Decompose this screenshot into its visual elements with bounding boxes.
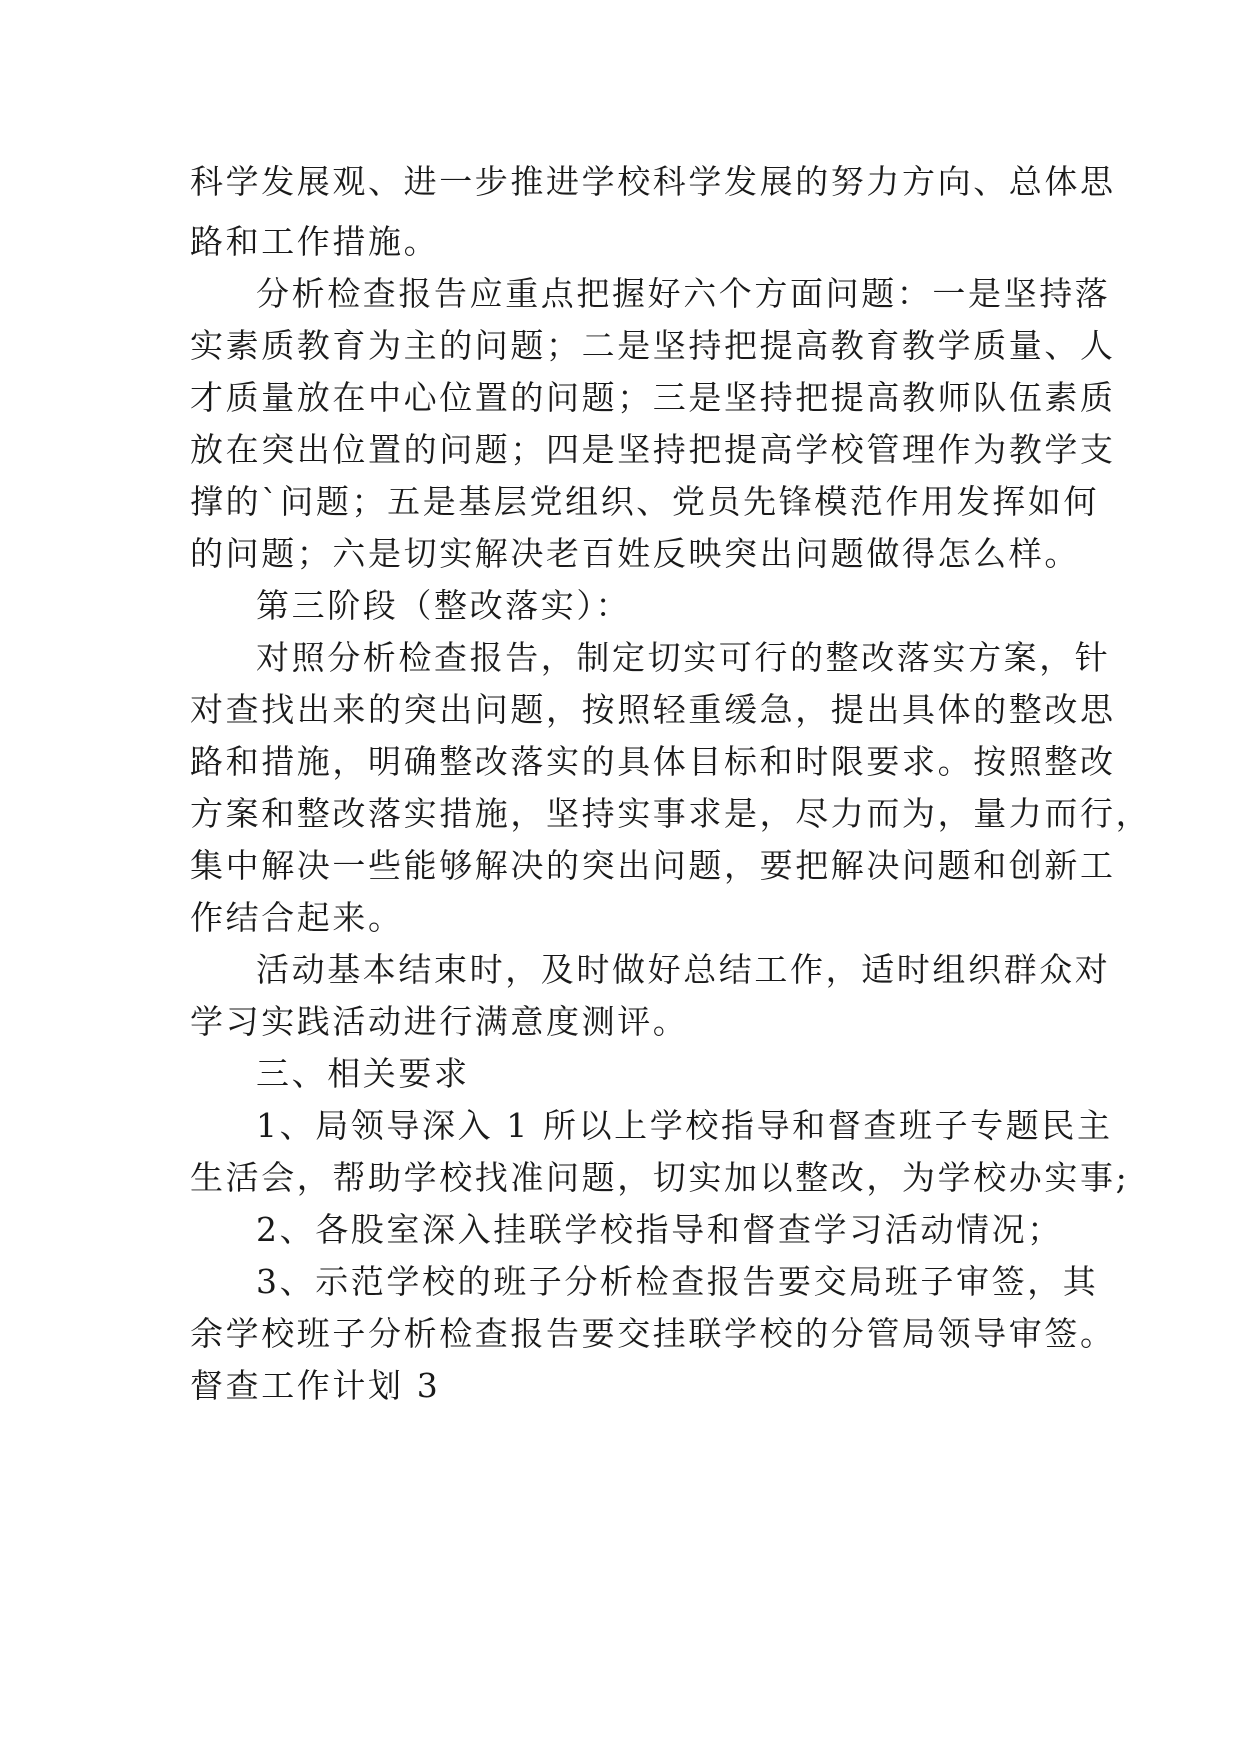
body-text-line: 方案和整改落实措施，坚持实事求是，尽力而为，量力而行， bbox=[190, 794, 1152, 833]
list-item-text: 2、各股室深入挂联学校指导和督查学习活动情况； bbox=[256, 1210, 1063, 1249]
body-text-line: 才质量放在中心位置的问题；三是坚持把提高教师队伍素质 bbox=[190, 378, 1116, 417]
list-item-text: 1、局领导深入 1 所以上学校指导和督查班子专题民主 bbox=[256, 1106, 1113, 1145]
body-text-line: 放在突出位置的问题；四是坚持把提高学校管理作为教学支 bbox=[190, 430, 1116, 469]
section-heading: 三、相关要求 bbox=[256, 1054, 470, 1093]
body-text-line: 活动基本结束时，及时做好总结工作，适时组织群众对 bbox=[256, 950, 1111, 989]
list-item-text: 余学校班子分析检查报告要交挂联学校的分管局领导审签。 bbox=[190, 1314, 1116, 1353]
body-text-line: 学习实践活动进行满意度测评。 bbox=[190, 1002, 689, 1041]
list-item-text: 生活会，帮助学校找准问题，切实加以整改，为学校办实事; bbox=[190, 1158, 1130, 1197]
body-text-line: 路和措施，明确整改落实的具体目标和时限要求。按照整改 bbox=[190, 742, 1116, 781]
body-text-line: 科学发展观、进一步推进学校科学发展的努力方向、总体思 bbox=[190, 162, 1116, 201]
body-text-line: 路和工作措施。 bbox=[190, 222, 440, 261]
body-text-line: 的问题；六是切实解决老百姓反映突出问题做得怎么样。 bbox=[190, 534, 1080, 573]
section-heading: 第三阶段（整改落实）： bbox=[256, 586, 632, 625]
list-item-text: 3、示范学校的班子分析检查报告要交局班子审签，其 bbox=[256, 1262, 1099, 1301]
body-text-line: 作结合起来。 bbox=[190, 898, 404, 937]
body-text-line: 实素质教育为主的问题；二是坚持把提高教育教学质量、人 bbox=[190, 326, 1116, 365]
document-title: 督查工作计划 3 bbox=[190, 1366, 441, 1405]
body-text-line: 撑的`问题；五是基层党组织、党员先锋模范作用发挥如何 bbox=[190, 482, 1100, 521]
body-text-line: 集中解决一些能够解决的突出问题，要把解决问题和创新工 bbox=[190, 846, 1116, 885]
body-text-line: 对查找出来的突出问题，按照轻重缓急，提出具体的整改思 bbox=[190, 690, 1116, 729]
body-text-line: 分析检查报告应重点把握好六个方面问题：一是坚持落 bbox=[256, 274, 1111, 313]
body-text-line: 对照分析检查报告，制定切实可行的整改落实方案，针 bbox=[256, 638, 1111, 677]
